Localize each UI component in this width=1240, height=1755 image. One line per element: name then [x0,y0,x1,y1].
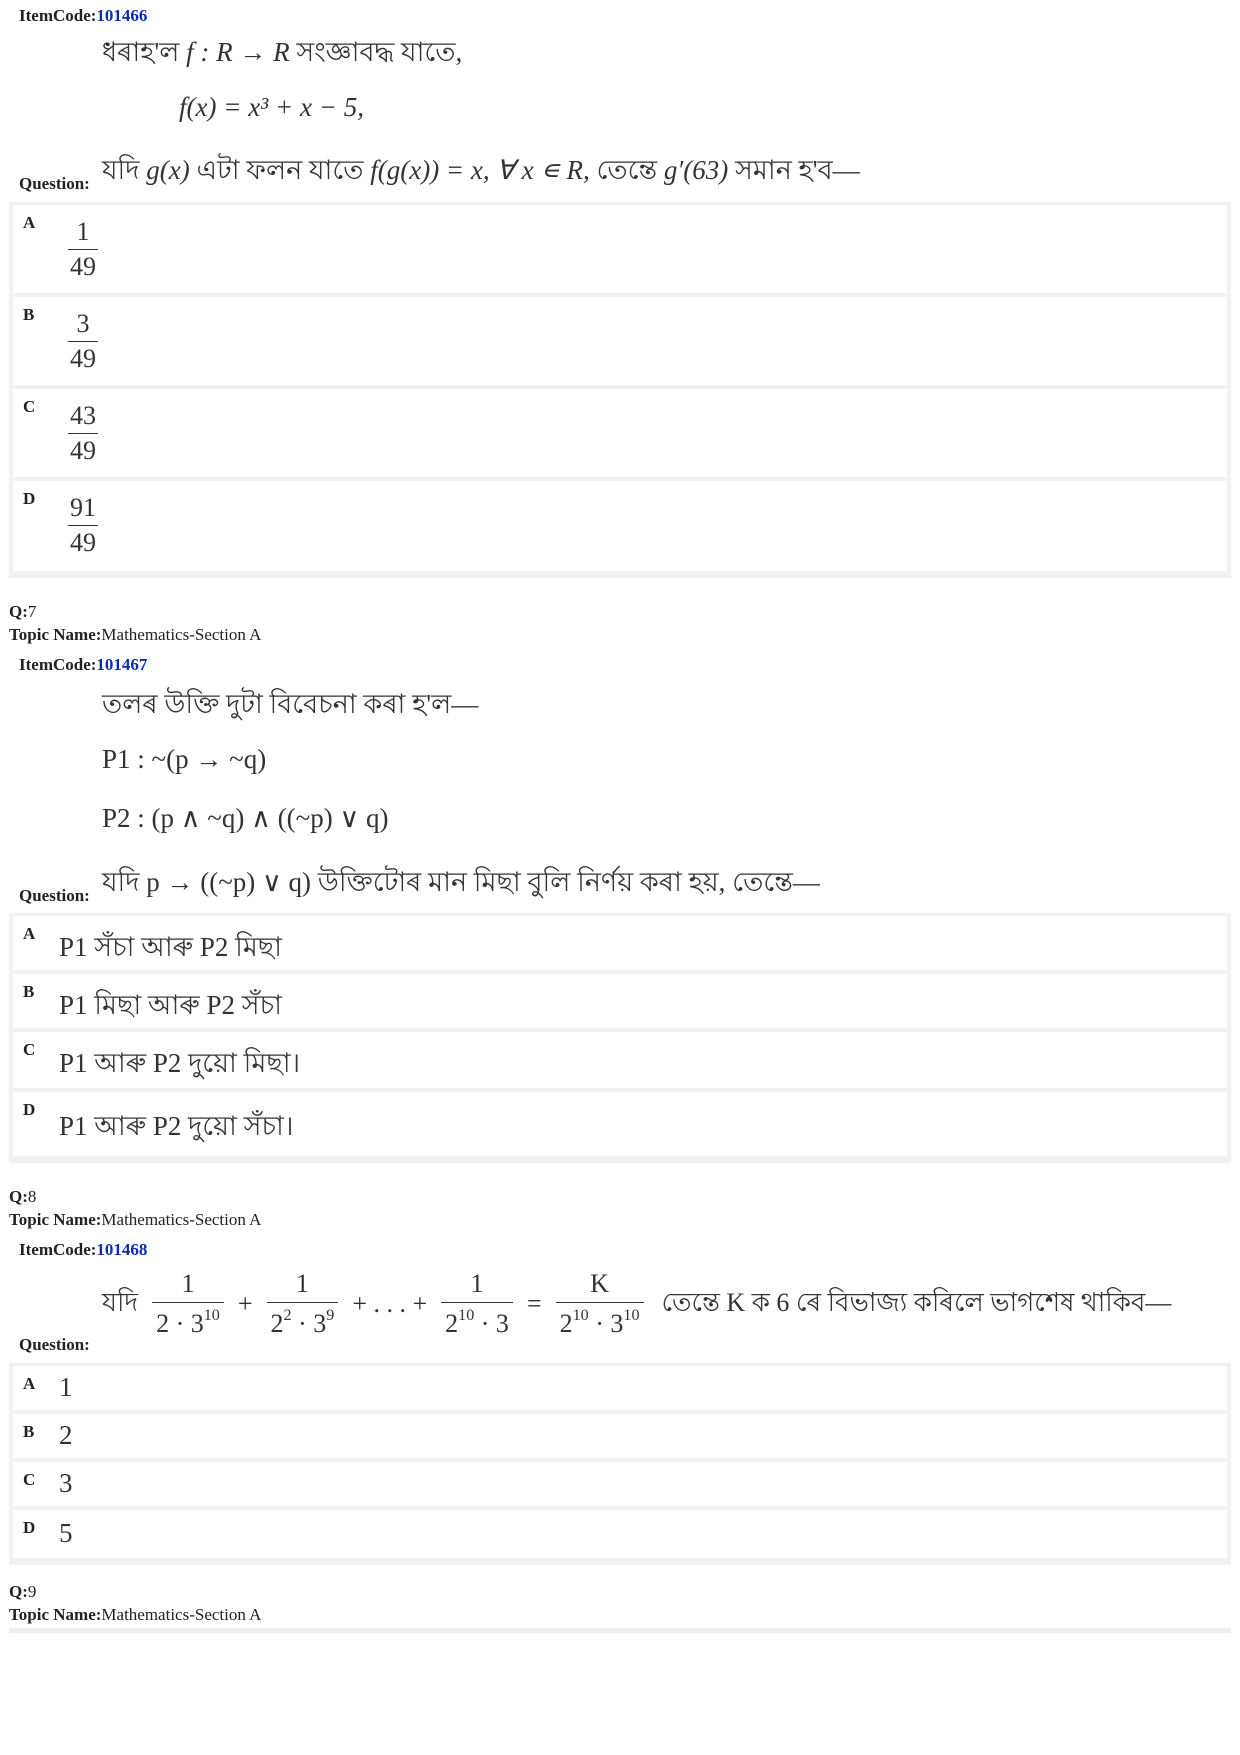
item-code-value: 101468 [96,1240,148,1259]
question-card-101467 [9,648,1231,1163]
option-label: A [23,924,36,943]
question-number: 9 [27,1582,37,1601]
option-c[interactable] [13,389,1227,477]
option-value: $\frac{43}{49}$ [70,401,96,465]
question-stem-block [9,648,1231,913]
option-label: D [23,489,36,508]
fraction-term-2: $\frac{1}{2^2 \cdot 3^9}$ [267,1271,339,1337]
option-label: A [23,1374,36,1393]
item-code-value: 101466 [96,6,148,25]
topic-name: Mathematics-Section A [101,1210,262,1229]
option-value: $\frac{1}{49}$ [70,217,96,281]
stem-line-1: ধৰাহ'ল f : R → R সংজ্ঞাবদ্ধ যাতে, [102,37,463,67]
option-label: D [23,1100,36,1119]
option-c[interactable] [13,1032,1227,1088]
stem-line-2: f(x) = x³ + x − 5, [179,92,364,122]
stem-line-3: P2 : (p ∧ ~q) ∧ ((~p) ∨ q) [102,803,389,833]
option-text: 3 [59,1468,73,1498]
topic-name: Mathematics-Section A [101,1605,262,1624]
option-text: 5 [59,1518,73,1548]
question-label: Question: [19,886,90,905]
stem-line-3: যদি g(x) এটা ফলন যাতে f(g(x)) = x, ∀ x ∊ R, তেন্তে g′(63) সমান হ'ব— [102,155,860,185]
option-a[interactable] [13,1366,1227,1410]
stem-equation: যদি $\frac{1}{2 \cdot 3^{10}}$ + $\frac{1}{2^2 \cdot 3^9}$ + . . . + $\frac{1}{2^{10} \cdot 3}$ = $\frac{K}{2^{10} \cdot 3^{10}}$ তেন্তে K ক 6 ৰে বিভাজ্য কৰিলে ভাগশেষ থাকিব— [102,1269,1172,1339]
stem-line-2: P1 : ~(p → ~q) [102,744,267,774]
item-code-value: 101467 [96,655,148,674]
question-label: Question: [19,174,90,193]
option-label: B [23,982,35,1001]
question-meta-8: Q:8 Topic Name:Mathematics-Section A [9,1187,262,1229]
stem-line-1: তলৰ উক্তি দুটা বিবেচনা কৰা হ'ল— [102,689,479,719]
option-label: C [23,1040,36,1059]
option-text: 2 [59,1420,73,1450]
option-b[interactable] [13,1414,1227,1458]
option-value: $\frac{91}{49}$ [70,493,96,557]
question-card-9-top-edge [9,1628,1231,1633]
option-a[interactable] [13,916,1227,970]
topic-name: Mathematics-Section A [101,625,262,644]
option-text: P1 সঁচা আৰু P2 মিছা [59,932,282,962]
question-label: Question: [19,1335,90,1354]
option-text: P1 আৰু P2 দুয়ো সঁচা। [59,1111,294,1141]
option-d[interactable] [13,1092,1227,1156]
option-d[interactable] [13,1510,1227,1558]
item-code: ItemCode:101467 [19,655,148,674]
question-stem-block [9,1233,1231,1363]
option-a[interactable] [13,205,1227,293]
option-label: C [23,397,36,416]
option-label: A [23,213,36,232]
question-card-101466 [9,0,1231,578]
fraction-rhs: $\frac{K}{2^{10} \cdot 3^{10}}$ [556,1271,644,1337]
option-text: P1 আৰু P2 দুয়ো মিছা। [59,1048,301,1078]
option-label: B [23,305,35,324]
stem-line-4: যদি p → ((~p) ∨ q) উক্তিটোৰ মান মিছা বুলি নিৰ্ণয় কৰা হয়, তেন্তে— [102,867,820,897]
option-text: P1 মিছা আৰু P2 সঁচা [59,990,282,1020]
item-code: ItemCode:101468 [19,1240,148,1259]
option-text: 1 [59,1372,73,1402]
question-stem-block [9,0,1231,202]
fraction-term-3: $\frac{1}{2^{10} \cdot 3}$ [441,1271,513,1337]
option-b[interactable] [13,297,1227,385]
fraction-term-1: $\frac{1}{2 \cdot 3^{10}}$ [152,1271,224,1337]
question-meta-9: Q:9 Topic Name:Mathematics-Section A [9,1582,262,1624]
question-number: 8 [27,1187,37,1206]
option-label: D [23,1518,36,1537]
question-number: 7 [27,602,37,621]
option-label: C [23,1470,36,1489]
option-b[interactable] [13,974,1227,1028]
question-meta-7: Q:7 Topic Name:Mathematics-Section A [9,602,262,644]
option-d[interactable] [13,481,1227,571]
option-value: $\frac{3}{49}$ [70,309,96,373]
option-c[interactable] [13,1462,1227,1506]
question-card-101468 [9,1233,1231,1565]
item-code: ItemCode:101466 [19,6,148,25]
option-label: B [23,1422,35,1441]
